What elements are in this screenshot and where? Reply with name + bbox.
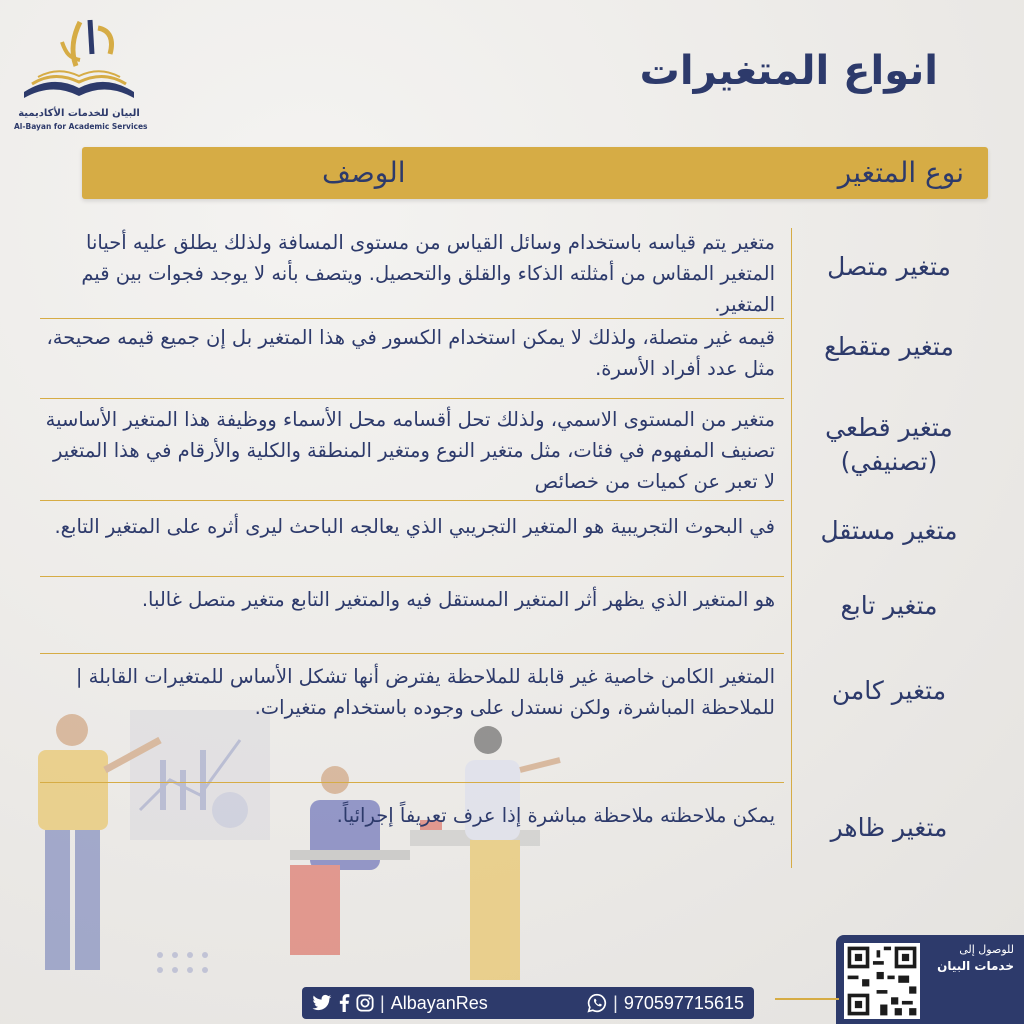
- facebook-icon[interactable]: [338, 994, 350, 1012]
- row-separator: [40, 500, 784, 501]
- footer-divider: |: [613, 992, 618, 1013]
- office-illustration: [20, 700, 640, 990]
- row-type-discrete: متغير متقطع: [824, 332, 954, 361]
- page-title: انواع المتغيرات: [639, 48, 938, 94]
- brand-logo: [14, 14, 148, 132]
- row-separator: [40, 398, 784, 399]
- row-desc-discrete: قيمه غير متصلة، ولذلك لا يمكن استخدام الكسور في هذا المتغير بل إن جميع قيمه صحيحة، مثل عدد أفراد الأسرة.: [46, 326, 775, 380]
- qr-label-services: خدمات البيان: [937, 959, 1014, 973]
- header-type: نوع المتغير: [837, 156, 964, 189]
- phone-number[interactable]: 970597715615: [623, 992, 744, 1013]
- brand-name-en: Al-Bayan for Academic Services: [14, 122, 148, 131]
- social-handle[interactable]: AlbayanRes: [390, 992, 488, 1013]
- footer-divider: |: [380, 992, 385, 1013]
- row-separator: [40, 576, 784, 577]
- qr-label-top: للوصول إلى: [959, 943, 1014, 956]
- book-logo-icon: [14, 14, 144, 108]
- column-divider: [791, 228, 792, 868]
- row-desc-dependent: هو المتغير الذي يظهر أثر المتغير المستقل فيه والمتغير التابع متغير متصل غالبا.: [141, 588, 775, 611]
- row-desc-independent: في البحوث التجريبية هو المتغير التجريبي الذي يعالجه الباحث ليرى أثره على المتغير التابع.: [54, 515, 775, 538]
- brand-name-ar: البيان للخدمات الأكاديمية: [18, 108, 140, 119]
- row-separator: [40, 653, 784, 654]
- row-type-independent: متغير مستقل: [820, 516, 958, 545]
- qr-panel[interactable]: [836, 935, 1024, 1024]
- row-type-dependent: متغير تابع: [840, 591, 938, 620]
- whatsapp-icon[interactable]: [587, 993, 607, 1013]
- row-type-categorical: متغير قطعي (تصنيفي): [825, 413, 953, 476]
- social-group: [312, 993, 488, 1014]
- row-separator: [40, 318, 784, 319]
- row-desc-observed: يمكن ملاحظته ملاحظة مباشرة إذا عرف تعريفاً إجرائياً.: [336, 804, 775, 827]
- row-type-observed: متغير ظاهر: [830, 813, 948, 842]
- accent-line: [775, 998, 839, 1000]
- qr-code-icon[interactable]: [844, 943, 920, 1019]
- table-header: [82, 147, 988, 199]
- row-type-continuous: متغير متصل: [827, 252, 951, 281]
- header-description: الوصف: [322, 156, 406, 189]
- twitter-icon[interactable]: [312, 994, 332, 1012]
- row-separator: [40, 782, 784, 783]
- row-desc-latent: المتغير الكامن خاصية غير قابلة للملاحظة يفترض أنها تشكل الأساس للمتغيرات القابلة | للملاحظة المباشرة، ولكن نستدل على وجوده باستخدام متغيرات.: [75, 665, 775, 719]
- row-desc-continuous: متغير يتم قياسه باستخدام وسائل القياس من مستوى المسافة ولذلك يطلق عليه أحيانا المتغير المقاس من أمثلته الذكاء والقلق والتحصيل. ويتصف بأنه لا يوجد فجوات بين قيم المتغير.: [81, 231, 775, 316]
- row-type-latent: متغير كامن: [831, 676, 947, 705]
- footer-bar: [302, 987, 754, 1019]
- instagram-icon[interactable]: [356, 994, 374, 1012]
- phone-group: [587, 993, 744, 1014]
- row-desc-categorical: متغير من المستوى الاسمي، ولذلك تحل أقسامه محل الأسماء ووظيفة هذا المتغير الأساسية تصنيف المفهوم في فئات، مثل متغير النوع ومتغير المنطقة والكلية والأرقام في هذا المتغير لا تعبر عن كميات من خصائص: [45, 408, 775, 493]
